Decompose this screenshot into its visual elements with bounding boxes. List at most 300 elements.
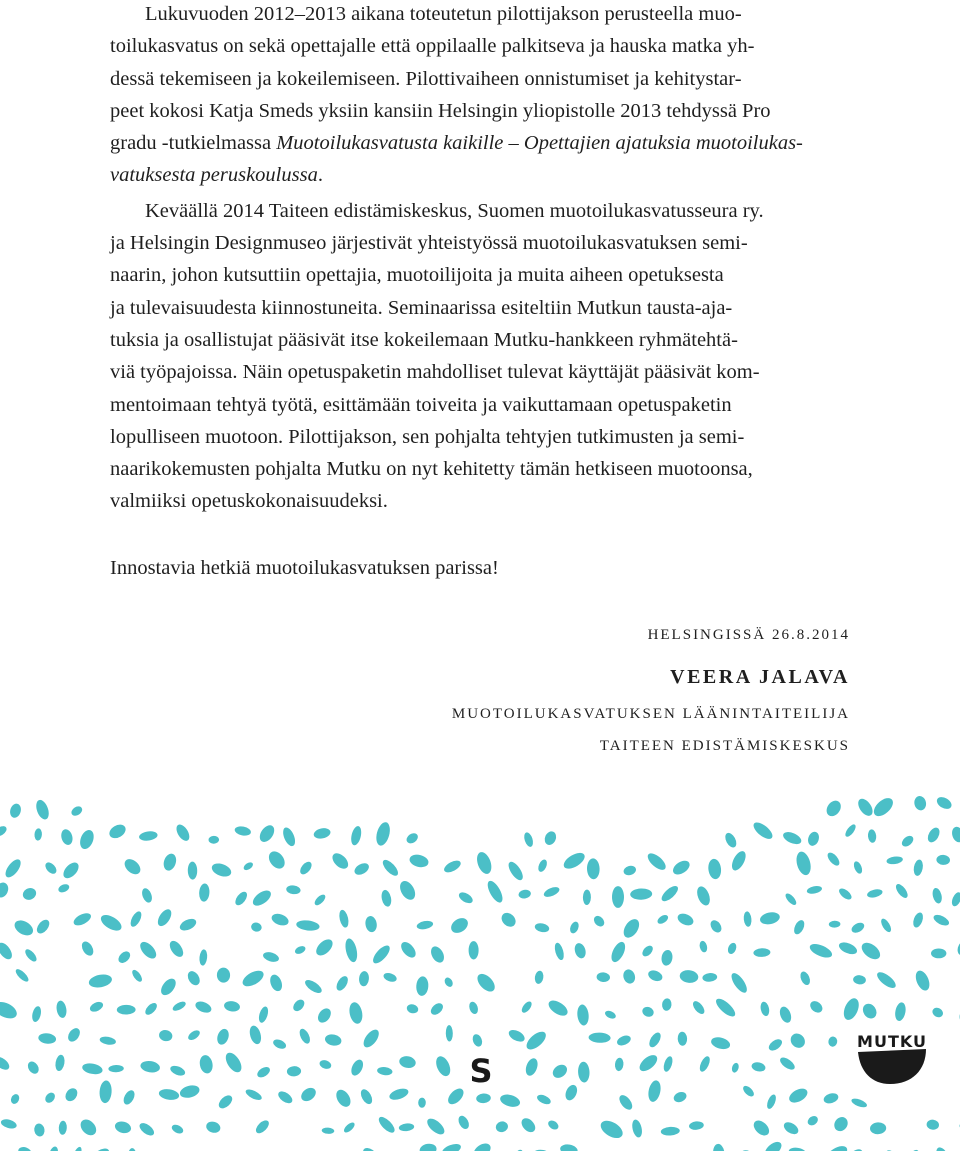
decor-dot [71, 1146, 84, 1151]
decor-dot [578, 1061, 590, 1082]
decor-dot [729, 849, 748, 873]
decor-dot [179, 1083, 201, 1099]
decor-dot [406, 1003, 419, 1014]
decor-dot [913, 969, 932, 993]
decor-dot [194, 999, 213, 1015]
decor-dot [188, 862, 198, 880]
decor-dot [546, 997, 570, 1018]
decor-dot [762, 1139, 784, 1151]
decor-dot [130, 968, 143, 983]
decor-dot [428, 944, 446, 965]
decor-dot [359, 1087, 375, 1106]
page-mark-s [469, 1053, 493, 1087]
decor-dot [433, 1054, 453, 1078]
thesis-title-continued: vatuksesta peruskoulussa [110, 164, 318, 187]
decor-dot [405, 831, 420, 845]
decor-dot [913, 795, 927, 811]
decor-dot [641, 1005, 655, 1018]
decor-dot [788, 1146, 808, 1151]
decor-dot [592, 914, 606, 929]
decor-dot [0, 1118, 18, 1131]
decor-dot [870, 1122, 887, 1135]
decor-dot [242, 861, 254, 872]
decor-dot [419, 1142, 438, 1151]
decor-dot [361, 1146, 379, 1151]
text-line: dessä tekemiseen ja kokeilemiseen. Pilottivaiheen onnistumiset ja kehitystar- [110, 67, 742, 90]
decor-dot [676, 911, 695, 927]
decor-dot [471, 1033, 484, 1048]
decor-dot [723, 831, 739, 849]
decor-dot [174, 822, 192, 843]
text-line: viä työpajoissa. Näin opetuspaketin mahdolliset tulevat käyttäjät pääsivät kom- [110, 361, 760, 384]
decor-dot [900, 834, 915, 849]
decor-dot [107, 822, 128, 841]
decor-dot [583, 890, 591, 906]
decor-dot [217, 967, 230, 982]
decor-dot [34, 828, 42, 841]
decor-dot [198, 1054, 214, 1074]
decor-dot [659, 883, 680, 903]
decor-dot [621, 916, 643, 940]
decor-dot [499, 1092, 522, 1109]
decor-dot [553, 942, 565, 961]
decor-dot [81, 1062, 103, 1076]
decor-dot [559, 1143, 578, 1151]
decor-dot [474, 971, 498, 995]
decor-dot [679, 969, 699, 984]
decor-dot [712, 1143, 725, 1151]
decor-dot [313, 893, 327, 907]
decor-dot [604, 1009, 617, 1020]
decor-dot [469, 941, 479, 959]
decor-dot [416, 920, 434, 931]
decor-dot [850, 1097, 868, 1109]
decor-dot [759, 1001, 770, 1017]
decor-dot [596, 972, 610, 983]
decor-dot [98, 912, 124, 934]
decor-dot [272, 1038, 288, 1051]
decor-dot [370, 943, 392, 966]
decor-dot [57, 883, 70, 894]
decor-dot [456, 1114, 471, 1131]
decor-dot [382, 971, 397, 983]
decor-dot [448, 915, 470, 936]
decor-dot [248, 1024, 263, 1045]
decor-dot [788, 1031, 808, 1051]
decor-dot [234, 825, 252, 837]
decor-dot [911, 911, 924, 929]
decor-dot [47, 1145, 59, 1151]
decor-dot [185, 969, 202, 987]
decor-dot [822, 1092, 839, 1106]
decor-dot [281, 826, 298, 848]
decor-dot [442, 858, 462, 874]
decor-dot [806, 1114, 820, 1127]
text-line [110, 159, 850, 191]
decor-dot [860, 1001, 879, 1021]
text-segment: . [317, 164, 323, 187]
decor-dot [853, 975, 867, 985]
decor-dot [765, 1093, 777, 1110]
text-line [110, 127, 850, 159]
decor-dot [380, 889, 393, 908]
decor-dot [573, 942, 588, 960]
decor-dot [866, 888, 883, 899]
decor-dot [647, 1031, 663, 1050]
decor-dot [89, 1146, 112, 1151]
decor-dot [799, 970, 812, 986]
decor-dot [894, 882, 910, 900]
decor-dot [266, 848, 288, 871]
decor-dot [294, 945, 307, 956]
decor-dot [17, 1145, 34, 1151]
decor-dot [121, 1088, 136, 1106]
decor-dot [753, 948, 770, 957]
decor-dot [837, 940, 859, 957]
decor-dot [936, 854, 950, 865]
decor-dot [116, 949, 132, 965]
mutku-logo [852, 1028, 932, 1088]
decor-dot [931, 1006, 945, 1019]
decor-dot [441, 1142, 463, 1151]
decor-dot [240, 968, 266, 990]
seminar-paragraph [110, 195, 850, 518]
decor-dot [563, 1083, 579, 1102]
decor-dot [495, 1120, 510, 1133]
decor-dot [879, 917, 893, 934]
decor-dot [726, 942, 738, 956]
decor-dot [751, 819, 775, 841]
decor-dot [210, 861, 233, 879]
decor-dot [875, 969, 899, 990]
decor-dot [298, 860, 314, 877]
decor-dot [614, 1057, 624, 1071]
decor-dot [616, 1034, 633, 1048]
decor-dot [662, 1055, 674, 1073]
decor-dot [343, 937, 359, 963]
decor-dot [524, 1057, 540, 1078]
decor-dot [321, 1127, 334, 1134]
decor-dot [276, 1089, 294, 1106]
decor-dot [244, 1087, 263, 1102]
decor-dot [689, 1121, 705, 1131]
decor-dot [485, 879, 506, 905]
decor-dot [350, 825, 363, 846]
decor-dot [612, 886, 624, 908]
decor-dot [171, 1000, 187, 1013]
decor-dot [787, 1086, 810, 1106]
decor-dot [781, 830, 803, 847]
decor-dot [158, 1088, 180, 1101]
decor-dot [622, 864, 637, 876]
decor-dot [661, 1126, 681, 1136]
decor-dot [598, 1117, 626, 1141]
decor-dot [257, 823, 277, 845]
logo-bowl-shape [858, 1049, 926, 1084]
decor-dot [707, 858, 722, 880]
decor-dot [850, 921, 866, 935]
decor-dot [925, 826, 941, 845]
decor-dot [287, 1066, 302, 1077]
decor-dot [33, 1123, 45, 1138]
decor-dot [99, 1035, 117, 1046]
decor-dot [58, 1121, 67, 1135]
decor-dot [178, 916, 198, 933]
decor-dot [731, 1062, 740, 1073]
decor-dot [844, 1147, 865, 1151]
intro-paragraph [110, 0, 850, 192]
decor-dot [99, 1080, 113, 1103]
decor-dot [342, 1121, 356, 1134]
decor-dot [0, 881, 11, 900]
decor-dot [34, 798, 51, 821]
decor-dot [349, 1058, 365, 1078]
decor-dot [867, 829, 877, 843]
decor-dot [9, 1093, 20, 1106]
decor-dot [0, 824, 8, 838]
decor-dot [303, 978, 324, 996]
decor-dot [169, 1064, 187, 1078]
decor-dot [155, 907, 174, 928]
decor-dot [792, 918, 806, 935]
text-line: mentoimaan tehtyä työtä, esittämään toiveita ja vaikuttamaan opetuspaketin [110, 393, 732, 416]
author-role: MUOTOILUKASVATUKSEN LÄÄNINTAITEILIJA [451, 706, 850, 722]
decor-dot [170, 1123, 184, 1135]
decor-dot [397, 878, 418, 902]
decor-dot [270, 912, 290, 928]
decor-dot [223, 1000, 240, 1013]
decor-dot [418, 1098, 426, 1108]
decor-dot [0, 999, 19, 1022]
decor-dot [825, 851, 841, 868]
decor-dot [808, 941, 834, 960]
decor-dot [215, 1027, 230, 1046]
decor-dot [333, 1087, 353, 1109]
decor-dot [55, 1000, 67, 1019]
decor-dot [140, 887, 154, 904]
decor-dot [671, 858, 693, 877]
decor-dot [537, 858, 549, 873]
decor-dot [108, 1065, 124, 1073]
text-line: Lukuvuoden 2012–2013 aikana toteutetun pilottijakson perusteella muo- [145, 3, 742, 25]
decor-dot [361, 1027, 382, 1050]
decor-dot [698, 1055, 712, 1073]
decor-dot [380, 857, 400, 878]
dot-pattern-decoration [0, 770, 960, 1151]
decor-dot [80, 940, 96, 958]
decor-dot [476, 1093, 491, 1104]
decor-dot [186, 1028, 201, 1042]
decor-dot [429, 1001, 446, 1017]
decor-dot [576, 1004, 589, 1026]
decor-dot [751, 1061, 767, 1073]
decor-dot [837, 886, 853, 901]
decor-dot [117, 1005, 136, 1015]
text-line: toilukasvatus on sekä opettajalle että oppilaalle palkitseva ja hauska matka yh- [110, 35, 755, 58]
decor-dot [841, 996, 862, 1022]
decor-dot [931, 887, 943, 904]
text-line: Keväällä 2014 Taiteen edistämiskeskus, Suomen muotoilukasvatusseura ry. [145, 199, 764, 222]
decor-dot [913, 859, 925, 877]
decor-dot [318, 1059, 332, 1071]
decor-dot [699, 940, 709, 953]
decor-dot [0, 940, 15, 961]
decor-dot [621, 968, 636, 985]
decor-dot [199, 949, 208, 966]
decor-dot [233, 890, 249, 908]
decor-dot [931, 949, 946, 959]
decor-dot [398, 1055, 417, 1070]
decor-dot [782, 1120, 801, 1137]
decor-dot [54, 1054, 66, 1072]
decor-dot [471, 1140, 493, 1151]
decor-dot [507, 1028, 527, 1045]
decor-dot [550, 1062, 569, 1080]
decor-dot [114, 1120, 133, 1135]
decor-dot [257, 1005, 270, 1023]
decor-dot [672, 1090, 688, 1104]
decor-dot [199, 883, 210, 902]
decor-dot [617, 1093, 635, 1112]
decor-dot [759, 911, 781, 927]
decor-dot [268, 973, 284, 993]
thesis-title: Muotoilukasvatusta kaikille – Opettajien ajatuksia muotoilukas- [276, 132, 803, 155]
decor-dot [926, 1119, 940, 1131]
decor-dot [137, 1121, 156, 1138]
decor-dot [60, 828, 75, 846]
decor-dot [778, 1055, 797, 1072]
decor-dot [38, 1032, 57, 1044]
decor-dot [691, 999, 707, 1016]
author-organization: TAITEEN EDISTÄMISKESKUS [599, 738, 850, 754]
text-line: lopulliseen muotoon. Pilottijakson, sen pohjalta tehtyjen tutkimusten ja semi- [110, 425, 745, 448]
decor-dot [352, 861, 370, 877]
decor-dot [286, 885, 301, 895]
decor-dot [364, 915, 378, 933]
decor-dot [315, 1006, 333, 1025]
decor-dot [886, 855, 903, 865]
decor-dot [158, 1029, 174, 1043]
text-segment: gradu -tutkielmassa [110, 132, 277, 155]
decor-dot [829, 921, 841, 928]
decor-dot [660, 949, 673, 966]
page-mark-text: S [469, 1053, 493, 1087]
text-line: peet kokosi Katja Smeds yksiin kansiin Helsingin yliopistolle 2013 tehdyssä Pro [110, 99, 771, 122]
decor-dot [588, 1032, 610, 1043]
decor-dot [859, 940, 883, 963]
decor-dot [61, 860, 82, 881]
decor-dot [313, 827, 332, 840]
signature-block [452, 623, 850, 757]
closing-line: Innostavia hetkiä muotoilukasvatuksen parissa! [110, 556, 499, 579]
text-line: naarikokemusten pohjalta Mutku on nyt kehitetty tämän hetkiseen muotoonsa, [110, 458, 753, 481]
decor-dot [416, 976, 429, 996]
logo-text: MUTKU [857, 1032, 927, 1051]
decor-dot [250, 921, 263, 932]
decor-dot [523, 831, 535, 848]
decor-dot [23, 947, 38, 963]
decor-dot [330, 850, 351, 871]
decor-dot [468, 1001, 480, 1016]
text-line: tuksia ja osallistujat pääsivät itse kokeilemaan Mutku-hankkeen ryhmätehtä- [110, 328, 738, 351]
decor-dot [935, 795, 954, 812]
place-and-date: HELSINGISSÄ 26.8.2014 [647, 627, 850, 643]
decor-dot [324, 1033, 343, 1047]
decor-dot [778, 1005, 794, 1024]
decor-dot [250, 888, 273, 909]
decor-dot [31, 1005, 43, 1022]
decor-dot [425, 1116, 448, 1137]
body-text [110, 0, 850, 584]
decor-dot [823, 1143, 849, 1151]
decor-dot [587, 858, 600, 879]
decor-dot [348, 1001, 365, 1025]
decor-dot [254, 1118, 272, 1136]
decor-dot [457, 890, 474, 905]
decor-dot [3, 857, 24, 880]
decor-dot [894, 1002, 907, 1022]
decor-dot [637, 1052, 660, 1074]
decor-dot [808, 999, 825, 1015]
decor-dot [534, 970, 544, 984]
decor-dot [729, 971, 750, 995]
decor-dot [518, 889, 532, 900]
decor-dot [806, 885, 823, 895]
decor-dot [561, 850, 587, 872]
decor-dot [138, 830, 158, 842]
decor-dot [338, 909, 350, 928]
decor-dot [661, 998, 672, 1011]
decor-dot [291, 997, 307, 1013]
decor-dot [296, 919, 320, 932]
decor-dot [26, 1059, 41, 1075]
decor-dot [88, 973, 113, 990]
decor-dot [852, 860, 864, 875]
decor-dot [932, 913, 951, 928]
decor-dot [955, 938, 960, 958]
decor-dot [843, 823, 857, 839]
decor-dot [374, 821, 392, 847]
decor-dot [43, 860, 58, 876]
decor-dot [741, 1084, 755, 1098]
decor-dot [656, 913, 670, 925]
decor-dot [474, 850, 494, 876]
decor-dot [443, 976, 454, 988]
decor-dot [299, 1085, 319, 1104]
decor-dot [122, 856, 144, 877]
decor-dot [647, 1079, 663, 1103]
decor-dot [534, 922, 550, 933]
decor-dot [223, 1050, 245, 1075]
decor-dot [568, 920, 580, 934]
decor-dot [832, 1114, 851, 1133]
decor-dot [677, 1031, 687, 1045]
decor-dot [388, 1086, 410, 1102]
decor-dot [377, 1066, 393, 1076]
decor-dot [695, 885, 713, 908]
decor-dot [630, 888, 652, 900]
decor-dot [543, 830, 559, 847]
decor-dot [408, 853, 430, 869]
decor-dot [398, 939, 418, 960]
decor-dot [12, 917, 36, 938]
decor-dot [205, 1120, 222, 1135]
decor-dot [933, 1145, 953, 1151]
decor-dot [743, 911, 752, 927]
decor-dot [631, 1119, 644, 1139]
decor-dot [446, 1025, 453, 1042]
decor-dot [520, 1000, 534, 1015]
